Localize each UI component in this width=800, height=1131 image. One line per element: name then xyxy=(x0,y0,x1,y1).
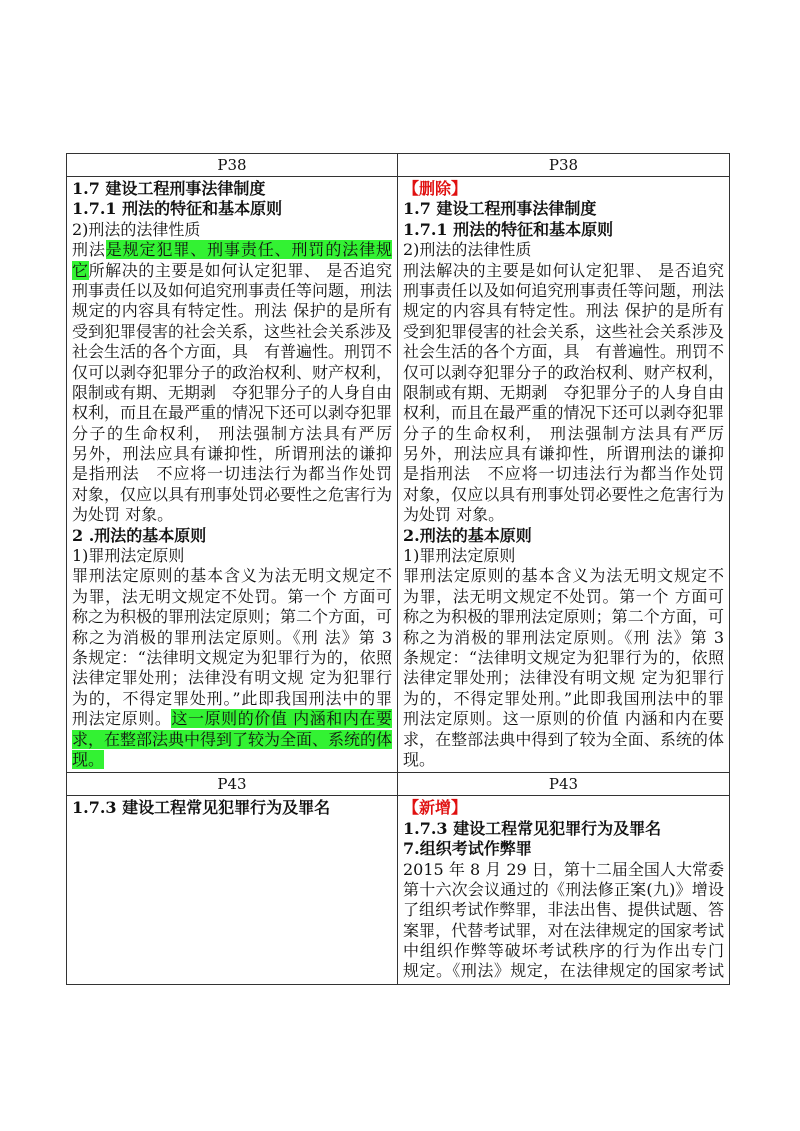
text-line xyxy=(403,921,724,941)
text-segment: 为的，不得定罪处刑。”此即我国刑法中的罪 xyxy=(72,688,392,708)
text-segment: 称之为消极的罪刑法定原则。《刑 法》第 3 xyxy=(72,627,392,647)
text-segment: 1.7.3 建设工程常见犯罪行为及罪名 xyxy=(403,818,662,838)
text-segment: 规定的内容具有特定性。刑法 保护的是所有 xyxy=(403,301,724,321)
text-line xyxy=(403,709,724,729)
text-segment: 仅可以剥夺犯罪分子的政治权利、财产权利， xyxy=(72,362,392,382)
text-line xyxy=(72,424,392,444)
text-line xyxy=(72,281,392,301)
text-segment: 7.组织考试作弊罪 xyxy=(403,839,532,859)
text-segment: 称之为积极的罪刑法定原则；第二个方面，可 xyxy=(72,607,392,627)
highlighted-text: 它 xyxy=(72,260,89,280)
text-line xyxy=(72,505,392,525)
text-line xyxy=(72,363,392,383)
highlighted-text: 这一原则的价值 内涵和内在要 xyxy=(171,709,392,729)
text-line xyxy=(403,730,724,750)
text-line xyxy=(403,668,724,688)
text-segment: 【新增】 xyxy=(403,798,468,818)
text-segment: 条规定：“法律明文规定为犯罪行为的，依照 xyxy=(72,647,392,667)
text-segment: 受到犯罪侵害的社会关系，这些社会关系涉及 xyxy=(403,321,724,341)
text-line xyxy=(403,464,724,484)
change-tag xyxy=(403,179,724,199)
text-line xyxy=(72,546,392,566)
text-segment: 2)刑法的法律性质 xyxy=(72,219,201,239)
text-segment: 限制或有期、无期剥 夺犯罪分子的人身自由 xyxy=(72,382,392,402)
text-line xyxy=(403,566,724,586)
text-segment: 刑法 xyxy=(72,240,106,260)
text-line xyxy=(403,240,724,260)
page-header-row xyxy=(67,773,730,796)
text-line xyxy=(403,444,724,464)
section-heading xyxy=(403,819,724,839)
text-line xyxy=(403,546,724,566)
text-line xyxy=(403,281,724,301)
text-segment: 限制或有期、无期剥 夺犯罪分子的人身自由 xyxy=(403,382,724,402)
text-segment: 权利，而且在最严重的情况下还可以剥夺犯罪 xyxy=(72,403,392,423)
text-line xyxy=(403,628,724,648)
section-heading xyxy=(72,179,392,199)
text-line xyxy=(403,322,724,342)
text-segment: 求，在整部法典中得到了较为全面、系统的体 xyxy=(403,729,724,749)
text-line xyxy=(72,648,392,668)
text-segment: 分子的生命权利， 刑法强制方法具有严厉 xyxy=(72,423,392,443)
text-line xyxy=(72,628,392,648)
text-line xyxy=(72,403,392,423)
section-heading xyxy=(403,220,724,240)
text-segment: 刑法定原则。 xyxy=(72,709,172,729)
content-row xyxy=(67,796,730,985)
text-segment: 2)刑法的法律性质 xyxy=(403,240,532,260)
text-segment: 另外，刑法应具有谦抑性，所谓刑法的谦抑 xyxy=(403,444,724,464)
text-line xyxy=(72,587,392,607)
text-segment: 权利，而且在最严重的情况下还可以剥夺犯罪 xyxy=(403,403,724,423)
text-line xyxy=(403,403,724,423)
text-segment: 称之为积极的罪刑法定原则；第二个方面，可 xyxy=(403,607,724,627)
text-line xyxy=(72,750,392,770)
section-heading xyxy=(72,526,392,546)
text-segment: 受到犯罪侵害的社会关系，这些社会关系涉及 xyxy=(72,321,392,341)
text-segment: 社会生活的各个方面，具 有普遍性。刑罚不 xyxy=(72,342,392,362)
text-line xyxy=(403,961,724,981)
highlighted-text: 现。 xyxy=(72,749,105,769)
text-segment: 为处罚 对象。 xyxy=(72,505,174,525)
text-line xyxy=(72,689,392,709)
right-page-number: P38 xyxy=(398,154,730,177)
left-content-cell xyxy=(67,177,398,773)
text-segment: 【删除】 xyxy=(403,179,468,198)
section-heading xyxy=(403,839,724,859)
text-line xyxy=(72,322,392,342)
text-segment: 规定的内容具有特定性。刑法 保护的是所有 xyxy=(72,301,392,321)
text-line xyxy=(72,261,392,281)
text-line xyxy=(72,709,392,729)
text-line xyxy=(72,383,392,403)
text-segment: 称之为消极的罪刑法定原则。《刑 法》第 3 xyxy=(403,627,724,647)
text-line xyxy=(72,240,392,260)
text-line xyxy=(403,301,724,321)
text-segment: 1.7.3 建设工程常见犯罪行为及罪名 xyxy=(72,798,331,818)
text-line xyxy=(403,383,724,403)
text-segment: 法律定罪处刑；法律没有明文规 定为犯罪行 xyxy=(72,668,392,688)
text-line xyxy=(72,444,392,464)
text-line xyxy=(72,485,392,505)
section-heading xyxy=(72,199,392,219)
text-segment: 为处罚 对象。 xyxy=(403,505,505,525)
text-segment: 1.7.1 刑法的特征和基本原则 xyxy=(403,219,614,239)
section-heading xyxy=(403,526,724,546)
text-segment: 为的，不得定罪处刑。”此即我国刑法中的罪 xyxy=(403,688,724,708)
text-line xyxy=(403,424,724,444)
text-segment: 了组织考试作弊罪，非法出售、提供试题、答 xyxy=(403,900,724,920)
text-line xyxy=(72,464,392,484)
text-segment: 罪刑法定原则的基本含义为法无明文规定不 xyxy=(72,566,392,586)
text-segment: 1)罪刑法定原则 xyxy=(72,546,185,566)
text-line xyxy=(403,880,724,900)
text-line xyxy=(403,485,724,505)
text-segment: 刑事责任以及如何追究刑事责任等问题，刑法 xyxy=(403,280,724,300)
text-line xyxy=(72,668,392,688)
text-segment: 2 .刑法的基本原则 xyxy=(72,525,207,545)
right-content-cell xyxy=(398,796,730,985)
text-line xyxy=(403,505,724,525)
text-line xyxy=(72,220,392,240)
text-segment: 案罪，代替考试罪，对在法律规定的国家考试 xyxy=(403,920,724,940)
text-line xyxy=(403,261,724,281)
content-row xyxy=(67,177,730,773)
text-line xyxy=(403,689,724,709)
page-header-row xyxy=(67,154,730,177)
text-segment: 第十六次会议通过的《刑法修正案(九)》增设 xyxy=(403,879,724,899)
left-page-number: P43 xyxy=(67,773,398,796)
left-page-number: P38 xyxy=(67,154,398,177)
left-content-cell xyxy=(67,796,398,985)
text-segment: 分子的生命权利， 刑法强制方法具有严厉 xyxy=(403,423,724,443)
text-line xyxy=(403,941,724,961)
text-line xyxy=(72,342,392,362)
text-segment: 规定。《刑法》规定，在法律规定的国家考试 xyxy=(403,961,724,981)
text-line xyxy=(403,648,724,668)
text-segment: 为罪，法无明文规定不处罚。第一个 方面可 xyxy=(403,586,724,606)
text-segment: 对象，仅应以具有刑事处罚必要性之危害行为 xyxy=(72,484,392,504)
text-segment: 1.7 建设工程刑事法律制度 xyxy=(403,199,597,219)
right-content-cell xyxy=(398,177,730,773)
text-line xyxy=(72,566,392,586)
text-line xyxy=(72,607,392,627)
text-segment: 中组织作弊等破坏考试秩序的行为作出专门 xyxy=(403,941,724,961)
text-segment: 1.7.1 刑法的特征和基本原则 xyxy=(72,199,283,219)
highlighted-text: 是规定犯罪、刑事责任、刑罚的法律规 xyxy=(72,240,392,260)
comparison-table xyxy=(66,153,730,985)
text-segment: 社会生活的各个方面，具 有普遍性。刑罚不 xyxy=(403,342,724,362)
text-line xyxy=(403,750,724,770)
text-segment: 另外，刑法应具有谦抑性，所谓刑法的谦抑 xyxy=(72,444,392,464)
text-segment: 刑事责任以及如何追究刑事责任等问题，刑法 xyxy=(72,280,392,300)
text-line xyxy=(403,342,724,362)
text-segment: 2.刑法的基本原则 xyxy=(403,525,532,545)
text-segment: 罪刑法定原则的基本含义为法无明文规定不 xyxy=(403,566,724,586)
text-line xyxy=(403,607,724,627)
text-line xyxy=(72,730,392,750)
text-segment: 仅可以剥夺犯罪分子的政治权利、财产权利， xyxy=(403,362,724,382)
text-segment: 是指刑法 不应将一切违法行为都当作处罚 xyxy=(403,464,724,484)
text-segment: 对象，仅应以具有刑事处罚必要性之危害行为 xyxy=(403,484,724,504)
text-segment: 2015 年 8 月 29 日，第十二届全国人大常委 xyxy=(403,859,724,879)
section-heading xyxy=(403,199,724,219)
text-line xyxy=(403,900,724,920)
text-segment: 所解决的主要是如何认定犯罪、 是否追究 xyxy=(88,260,392,280)
text-line xyxy=(72,301,392,321)
text-segment: 为罪，法无明文规定不处罚。第一个 方面可 xyxy=(72,586,392,606)
section-heading xyxy=(72,798,392,818)
text-segment: 刑法定原则。这一原则的价值 内涵和内在要 xyxy=(403,709,724,729)
highlighted-text: 求，在整部法典中得到了较为全面、系统的体 xyxy=(72,729,392,749)
right-page-number: P43 xyxy=(398,773,730,796)
text-segment: 1)罪刑法定原则 xyxy=(403,546,516,566)
text-segment: 现。 xyxy=(403,749,436,769)
text-segment: 是指刑法 不应将一切违法行为都当作处罚 xyxy=(72,464,392,484)
text-segment: 刑法解决的主要是如何认定犯罪、 是否追究 xyxy=(403,260,724,280)
text-line xyxy=(403,363,724,383)
text-segment: 法律定罪处刑；法律没有明文规 定为犯罪行 xyxy=(403,668,724,688)
text-segment: 1.7 建设工程刑事法律制度 xyxy=(72,179,266,198)
change-tag xyxy=(403,798,724,818)
text-line xyxy=(403,860,724,880)
text-segment: 条规定：“法律明文规定为犯罪行为的，依照 xyxy=(403,647,724,667)
text-line xyxy=(403,587,724,607)
